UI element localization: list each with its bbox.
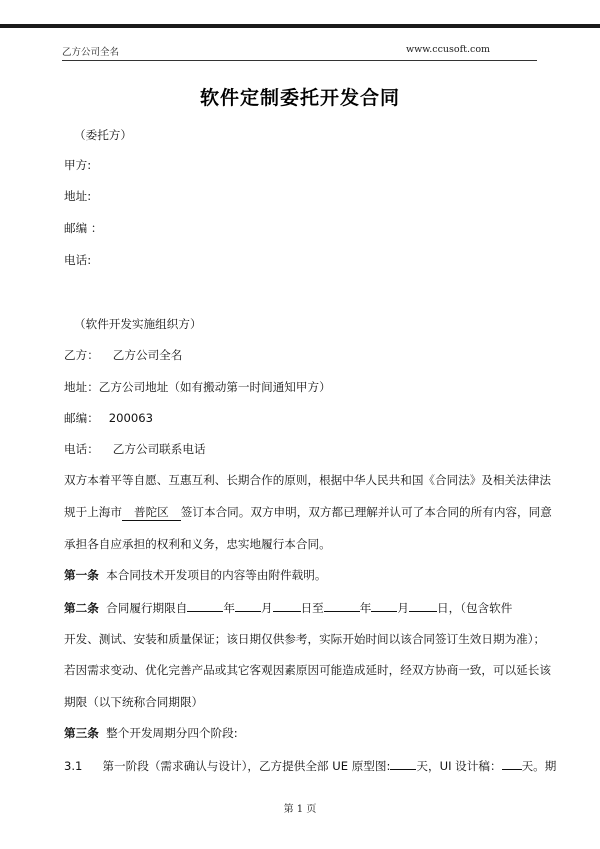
header-website: www.ccusoft.com	[406, 44, 491, 55]
article-1-label: 第一条	[64, 568, 99, 582]
article-3	[64, 725, 238, 741]
start-day-label: 日至	[300, 601, 324, 615]
page-title: 软件定制委托开发合同	[199, 87, 400, 109]
party-b-phone-label: 电话：	[64, 442, 99, 456]
party-b-postcode-label: 邮编：	[64, 411, 99, 425]
start-year-blank[interactable]	[187, 599, 223, 612]
article-3-label: 第三条	[64, 726, 99, 740]
party-a-phone-label: 电话:	[64, 253, 92, 267]
page-number: 第 1 页	[283, 804, 317, 815]
end-day-blank[interactable]	[409, 599, 437, 612]
party-b-name-label: 乙方：	[64, 348, 99, 362]
ui-days-blank[interactable]	[502, 757, 522, 770]
party-b-role: （软件开发实施组织方）	[74, 317, 202, 331]
ue-days-label: 天，UI 设计稿：	[416, 759, 502, 773]
article-2-line-1	[64, 599, 512, 616]
item-3-1-number: 3.1	[64, 759, 83, 773]
end-year-label: 年	[359, 601, 372, 615]
party-b-address-label: 地址：	[64, 380, 99, 394]
party-b-address-value: 乙方公司地址（如有搬动第一时间通知甲方）	[98, 380, 331, 394]
article-2-pre: 合同履行期限自	[106, 601, 188, 615]
article-1	[64, 567, 326, 583]
party-a-postcode-label: 邮编 ：	[64, 221, 103, 235]
party-a-role: （委托方）	[74, 128, 132, 142]
item-3-1	[64, 757, 556, 774]
party-b-name-row	[64, 347, 182, 363]
article-3-text: 整个开发周期分四个阶段:	[106, 726, 238, 740]
intro-line-2-post: 签订本合同。双方申明，双方都已理解并认可了本合同的所有内容，同意	[180, 505, 552, 519]
party-b-postcode-value: 200063	[108, 411, 154, 425]
end-day-label: 日，（包含软件	[436, 601, 513, 615]
end-month-label: 月	[397, 601, 409, 615]
article-2-label: 第二条	[64, 601, 99, 615]
top-rule	[0, 24, 600, 28]
start-month-label: 月	[260, 601, 273, 615]
item-3-1-text: 第一阶段（需求确认与设计），乙方提供全部 UE 原型图:	[102, 759, 391, 773]
article-2-line-4: 期限（以下统称合同期限）	[64, 695, 204, 709]
start-month-blank[interactable]	[235, 599, 261, 612]
header-company: 乙方公司全名	[62, 47, 120, 58]
intro-line-2-pre: 规于上海市	[64, 505, 122, 519]
party-a-address-label: 地址:	[64, 189, 92, 203]
ui-days-label: 天。期	[521, 759, 557, 773]
party-b-address-row	[64, 379, 331, 395]
district-value: 普陀区	[133, 505, 169, 519]
end-year-blank[interactable]	[324, 599, 360, 612]
article-2-line-2: 开发、测试、安装和质量保证；该日期仅供参考，实际开始时间以该合同签订生效日期为准）；	[64, 632, 546, 646]
start-year-label: 年	[223, 601, 235, 615]
intro-line-1: 双方本着平等自愿、互惠互利、长期合作的原则，根据中华人民共和国《合同法》及相关法律法	[64, 473, 551, 487]
intro-line-3: 承担各自应承担的权利和义务，忠实地履行本合同。	[64, 537, 331, 551]
party-b-postcode-row	[64, 410, 153, 426]
article-2-line-3: 若因需求变动、优化完善产品或其它客观因素原因可能造成延时，经双方协商一致，可以延长该	[64, 663, 551, 677]
start-day-blank[interactable]	[273, 599, 301, 612]
district-field	[122, 504, 181, 521]
header-divider	[62, 60, 537, 61]
ue-days-blank[interactable]	[390, 757, 416, 770]
party-b-name-value: 乙方公司全名	[112, 348, 183, 362]
article-1-text: 本合同技术开发项目的内容等由附件载明。	[106, 568, 327, 582]
end-month-blank[interactable]	[371, 599, 397, 612]
party-b-phone-value: 乙方公司联系电话	[112, 442, 206, 456]
intro-line-2	[64, 504, 552, 521]
party-b-phone-row	[64, 441, 206, 457]
party-a-name-label: 甲方:	[64, 158, 92, 172]
